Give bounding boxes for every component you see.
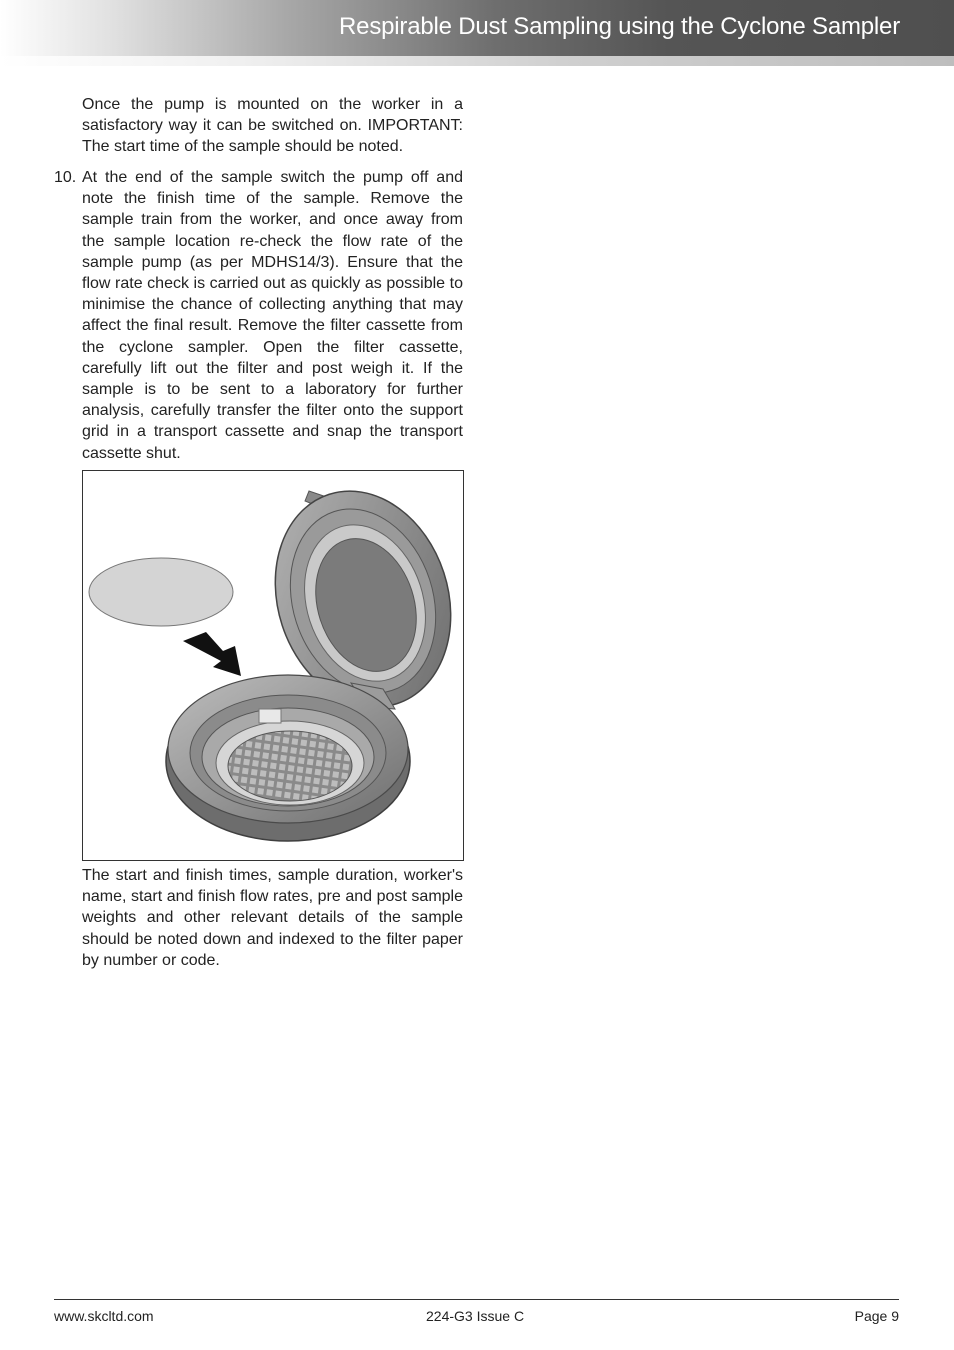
filter-cassette-figure xyxy=(82,470,464,861)
filter-paper xyxy=(89,558,233,626)
page-title: Respirable Dust Sampling using the Cyclone Sampler xyxy=(339,13,900,40)
closing-paragraph: The start and finish times, sample duration, worker's name, start and finish flow rates, pre and post sample weights and other relevant details of the sample should be noted down and indexed to the filter paper by number or code. xyxy=(82,867,463,969)
intro-paragraph: Once the pump is mounted on the worker in a satisfactory way it can be switched on. IMPORTANT: The start time of the sample should be noted. xyxy=(82,96,463,156)
filter-cassette-illustration xyxy=(83,471,463,860)
footer-document-ref: 224-G3 Issue C xyxy=(426,1308,525,1324)
footer-page-number: Page 9 xyxy=(854,1308,899,1324)
arrow-icon xyxy=(183,632,241,676)
footer-website: www.skcltd.com xyxy=(54,1308,154,1324)
step-number: 10. xyxy=(54,169,77,186)
cassette-base xyxy=(166,675,410,841)
page-header-strip xyxy=(0,56,954,66)
step-10-paragraph: At the end of the sample switch the pump off and note the finish time of the sample. Remove the sample train from the worker, and once away from the sample location re-check the flow rate of the sample pump (as per MDHS14/3). Ensure that the flow rate check is carried out as quickly as possible to minimise the chance of collecting anything that may affect the final result. Remove the filter cassette from the cyclone sampler. Open the filter cassette, carefully lift out the filter and post weigh it. If the sample is to be sent to a laboratory for further analysis, carefully transfer the filter onto the support grid in a transport cassette and snap the transport cassette shut. xyxy=(82,169,463,462)
footer-divider xyxy=(54,1299,899,1300)
